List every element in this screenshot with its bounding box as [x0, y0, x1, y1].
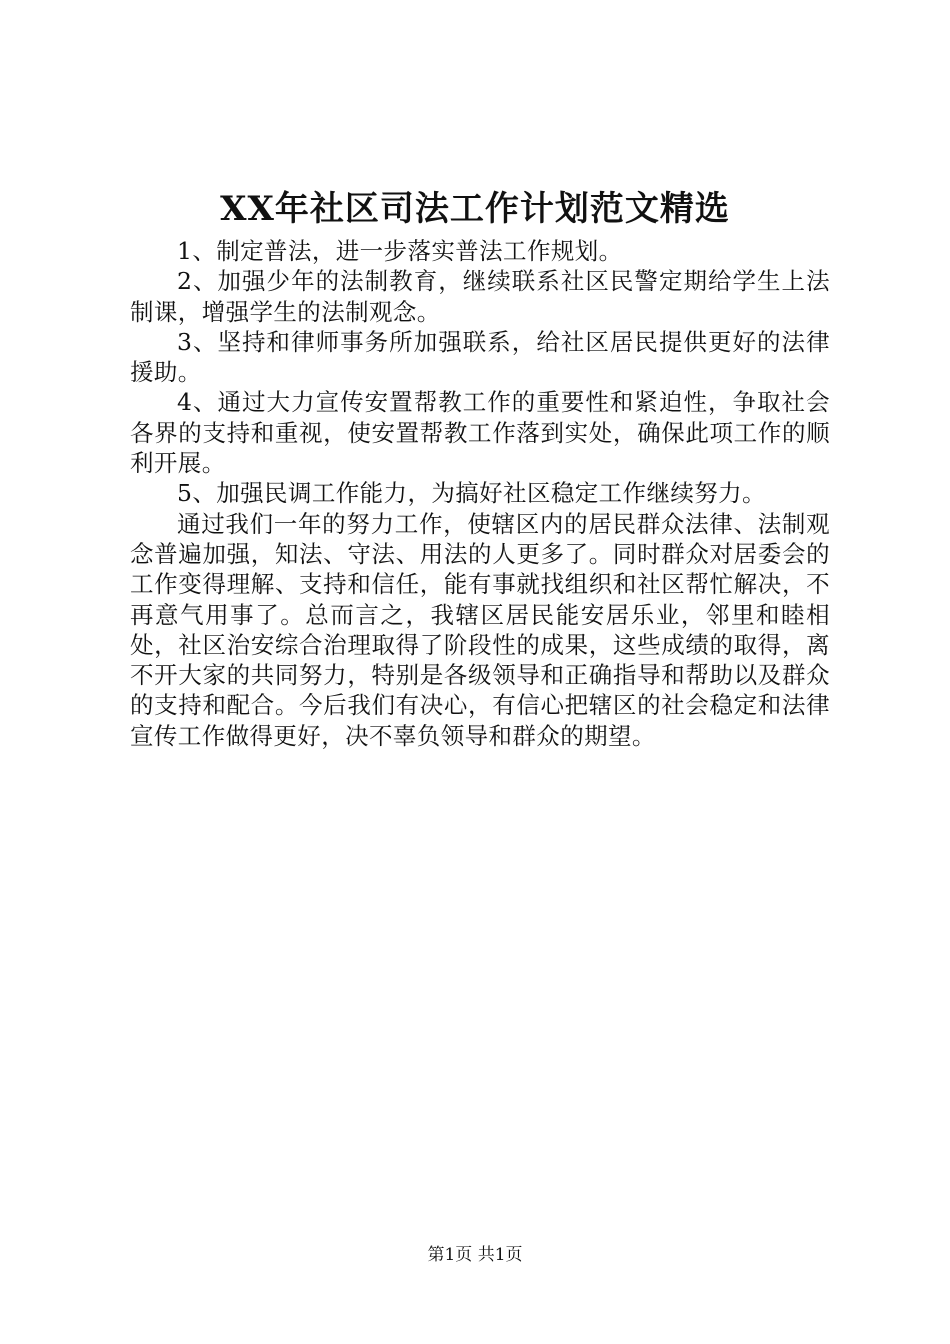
paragraph-summary: 通过我们一年的努力工作，使辖区内的居民群众法律、法制观念普遍加强，知法、守法、用法的人更多了。同时群众对居委会的工作变得理解、支持和信任，能有事就找组织和社区帮忙解决，不再意气用事了。总而言之，我辖区居民能安居乐业，邻里和睦相处，社区治安综合治理取得了阶段性的成果，这些成绩的取得，离不开大家的共同努力，特别是各级领导和正确指导和帮助以及群众的支持和配合。今后我们有决心，有信心把辖区的社会稳定和法律宣传工作做得更好，决不辜负领导和群众的期望。: [130, 509, 830, 750]
document-body: [130, 236, 830, 751]
paragraph-1: 1、制定普法，进一步落实普法工作规划。: [177, 237, 623, 265]
paragraph-2: 2、加强少年的法制教育，继续联系社区民警定期给学生上法制课，增强学生的法制观念。: [130, 267, 830, 326]
paragraph-3: 3、坚持和律师事务所加强联系，给社区居民提供更好的法律援助。: [130, 327, 830, 387]
paragraph-4: 4、通过大力宣传安置帮教工作的重要性和紧迫性，争取社会各界的支持和重视，使安置帮教工作落到实处，确保此项工作的顺利开展。: [130, 388, 830, 478]
paragraph-5: 5、加强民调工作能力，为搞好社区稳定工作继续努力。: [177, 479, 766, 508]
page-footer: 第1页 共1页: [427, 1245, 523, 1265]
document-title: XX年社区司法工作计划范文精选: [220, 189, 730, 229]
